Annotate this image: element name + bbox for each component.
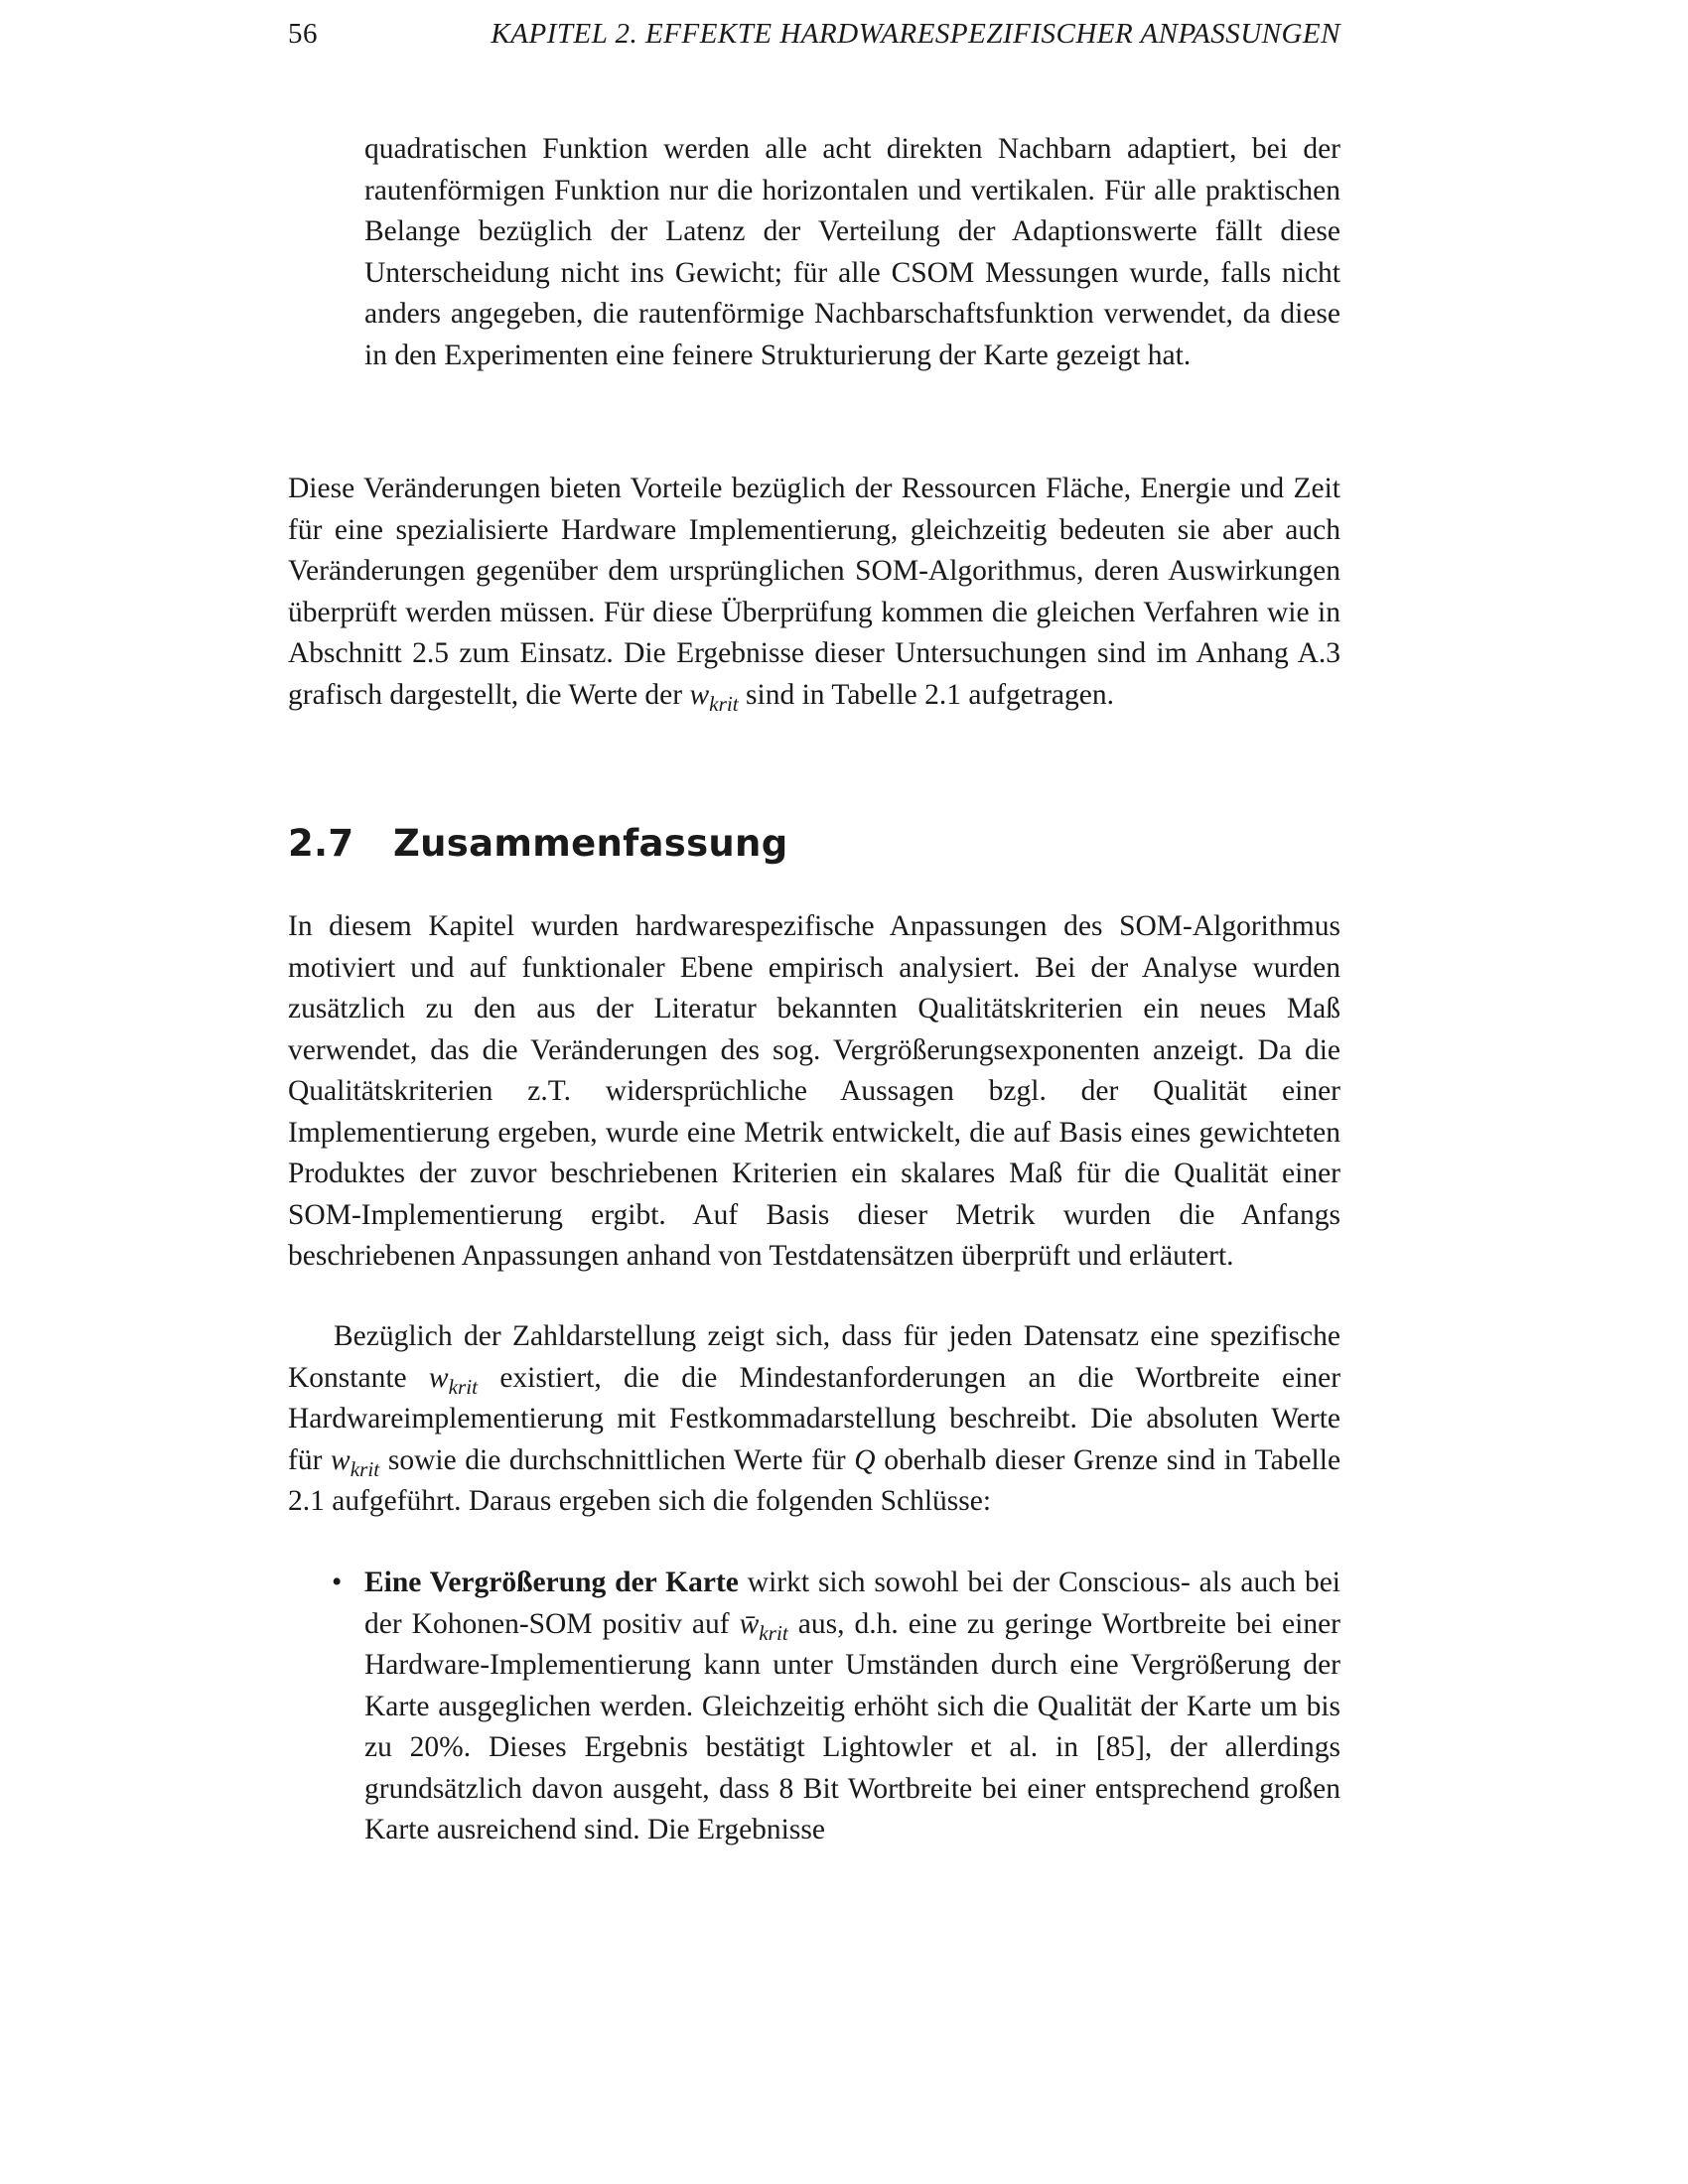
bullet-text-b: aus, d.h. eine zu geringe Wortbreite bei einer Hardware-Implementierung kann unter Umständen durch eine Vergrößerung der Karte ausgeglichen werden. Gleichzeitig erhöht sich die Qualität der Karte um bis zu 20%. Dieses Ergebnis bestätigt Lightowler et al. in [85], der allerdings grundsätzlich davon ausgeht, dass 8 Bit Wortbreite bei einer entsprechend großen Karte ausreichend sind. Die Ergebnisse [364,1607,1340,1845]
math-w-bar-krit [739,1607,788,1645]
math-base: w [428,1361,449,1394]
math-subscript: krit [759,1620,788,1645]
math-q: Q [854,1443,876,1476]
section-number: 2.7 [288,822,354,865]
math-base: w [331,1443,351,1476]
paragraph-number-representation [288,1316,1340,1523]
para4-text-c: sowie die durchschnittlichen Werte für [387,1443,846,1476]
para2-text-before: Diese Veränderungen bieten Vorteile bezüglich der Ressourcen Fläche, Energie und Zeit für eine spezialisierte Hardware Implementierung, gleichzeitig bedeuten sie aber auch Veränderungen gegenüber dem ursprünglichen SOM-Algorithmus, deren Auswirkungen überprüft werden müssen. Für diese Überprüfung kommen die gleichen Verfahren wie in Abschnitt 2.5 zum Einsatz. Die Ergebnisse dieser Untersuchungen sind im Anhang A.3 grafisch dargestellt, die Werte der [288,473,1340,711]
section-title: Zusammenfassung [393,822,788,865]
page-number: 56 [288,18,318,50]
section-heading [288,822,1340,876]
math-w-krit [428,1361,479,1399]
math-subscript: krit [350,1456,380,1481]
paragraph-neighborhood-function: quadratischen Funktion werden alle acht direkten Nachbarn adaptiert, bei der rautenförmigen Funktion nur die horizontalen und vertikalen. Für alle praktischen Belange bezüglich der Latenz der Verteilung der Adaptionswerte fällt diese Unterscheidung nicht ins Gewicht; für alle CSOM Messungen wurde, falls nicht anders angegeben, die rautenförmige Nachbarschaftsfunktion verwendet, da diese in den Experimenten eine feinere Strukturierung der Karte gezeigt hat. [364,133,1340,371]
bullet-item-map-enlargement [364,1563,1340,1851]
bullet-marker: • [332,1567,343,1598]
para4-text-d: oberhalb dieser Grenze sind in Tabelle 2.1 aufgeführt. Daraus ergeben sich die folgenden Schlüsse: [288,1443,1341,1517]
math-w-krit-2 [331,1443,380,1481]
para4-text-a: Bezüglich der Zahldarstellung zeigt sich, dass für jeden Datensatz eine spezifische Konstante [288,1320,1340,1394]
bullet-text-a: wirkt sich sowohl bei der Conscious- als auch bei der Kohonen-SOM positiv auf [364,1567,1340,1640]
math-w-krit [689,678,739,716]
math-subscript: krit [709,691,739,716]
running-header [288,18,1340,58]
para2-text-after: sind in Tabelle 2.1 aufgetragen. [746,678,1114,711]
bullet-lead: Eine Vergrößerung der Karte [364,1567,739,1598]
paragraph-summary-intro: In diesem Kapitel wurden hardwarespezifische Anpassungen des SOM-Algorithmus motiviert und auf funktionaler Ebene empirisch analysiert. Bei der Analyse wurden zusätzlich zu den aus der Literatur bekannten Qualitätskriterien ein neues Maß verwendet, das die Veränderungen des sog. Vergrößerungsexponenten anzeigt. Da die Qualitätskriterien z.T. widersprüchliche Aussagen bzgl. der Qualität einer Implementierung ergeben, wurde eine Metrik entwickelt, die auf Basis eines gewichteten Produktes der zuvor beschriebenen Kriterien ein skalares Maß für die Qualität einer SOM-Implementierung ergibt. Auf Basis dieser Metrik wurden die Anfangs beschriebenen Anpassungen anhand von Testdatensätzen überprüft und erläutert. [288,910,1340,1272]
para4-text-b: existiert, die die Mindestanforderungen an die Wortbreite einer Hardwareimplementierung mit Festkommadarstellung beschreibt. Die absoluten Werte für [288,1361,1341,1476]
paragraph-changes-advantages [288,469,1340,716]
math-base: w̄ [739,1607,760,1640]
math-subscript: krit [448,1374,479,1399]
math-base: w [689,678,710,711]
running-title: KAPITEL 2. EFFEKTE HARDWARESPEZIFISCHER ANPASSUNGEN [491,18,1340,50]
